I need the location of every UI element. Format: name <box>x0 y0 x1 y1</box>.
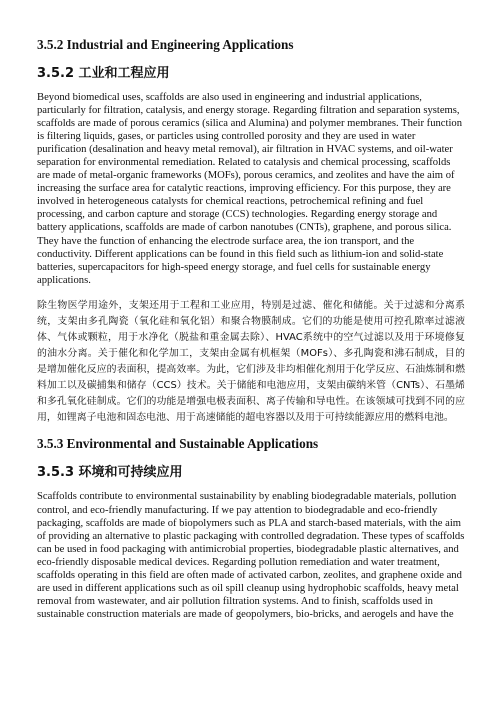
paragraph-en: Scaffolds contribute to environmental sustainability by enabling biodegradable materials, pollution control, and eco-friendly manufacturing. If we pay attention to biodegradable and eco-friendly packaging, scaffolds are made of biopolymers such as PLA and starch-based materials, with the aim of providing an alternative to plastic packaging with controlled degradation. These types of scaffolds can be used in food packaging with antimicrobial properties, biodegradable plastic alternatives, and eco-friendly disposable medical devices. Regarding pollution remediation and water treatment, scaffolds operating in this field are often made of activated carbon, zeolites, and graphene oxide and are used in different applications such as oil spill cleanup using hydrophobic scaffolds, heavy metal removal from wastewater, and air pollution filtration systems. And to finish, scaffolds used in sustainable construction materials are made of geopolymers, bio-bricks, and aerogels and have the <box>37 491 465 620</box>
section-heading-zh: 3.5.2 工业和工程应用 <box>37 66 170 81</box>
paragraph-en: Beyond biomedical uses, scaffolds are also used in engineering and industrial applications, particularly for filtration, catalysis, and energy storage. Regarding filtration and separation systems, scaffolds are made of porous ceramics (silica and Alumina) and polymer membranes. Their function is filtering liquids, gases, or particles using controlled porosity and they are used in water purification (desalination and heavy metal removal), air filtration in HVAC systems, and oil-water separation for environmental remediation. Related to catalysis and chemical processing, scaffolds are made of metal-organic frameworks (MOFs), porous ceramics, and zeolites and have the aim of increasing the surface area for catalytic reactions, improving efficiency. For this purpose, they are involved in heterogeneous catalysts for chemical reactions, petrochemical refining and fuel processing, and carbon capture and storage (CCS) technologies. Regarding energy storage and battery applications, scaffolds are made of carbon nanotubes (CNTs), graphene, and porous silica. They have the function of enhancing the electrode surface area, the ion transport, and the conductivity. Different applications can be found in this field such as lithium-ion and solid-state batteries, supercapacitors for high-speed energy storage, and fuel cells for sustainable energy applications. <box>37 92 462 286</box>
document-page <box>37 36 465 632</box>
section-heading-en: 3.5.3 Environmental and Sustainable Applications <box>37 436 319 452</box>
section-heading-zh: 3.5.3 环境和可持续应用 <box>37 465 183 481</box>
section-heading-en: 3.5.2 Industrial and Engineering Applications <box>37 37 294 52</box>
paragraph-zh: 除生物医学用途外，支架还用于工程和工业应用，特别是过滤、催化和储能。关于过滤和分离系统，支架由多孔陶瓷（氧化硅和氧化铝）和聚合物膜制成。它们的功能是使用可控孔隙率过滤液体、气体或颗粒，用于水净化（脱盐和重金属去除）、HVAC系统中的空气过滤以及用于环境修复的油水分离。关于催化和化学加工，支架由金属有机框架（MOFs）、多孔陶瓷和沸石制成，目的是增加催化反应的表面积，提高效率。为此，它们涉及非均相催化剂用于化学反应、石油炼制和燃料加工以及碳捕集和储存（CCS）技术。关于储能和电池应用，支架由碳纳米管（CNTs）、石墨烯和多孔氧化硅制成。它们的功能是增强电极表面积、离子传输和导电性。在该领域可找到不同的应用，如锂离子电池和固态电池、用于高速储能的超电容器以及用于可持续能源应用的燃料电池。 <box>37 299 465 424</box>
